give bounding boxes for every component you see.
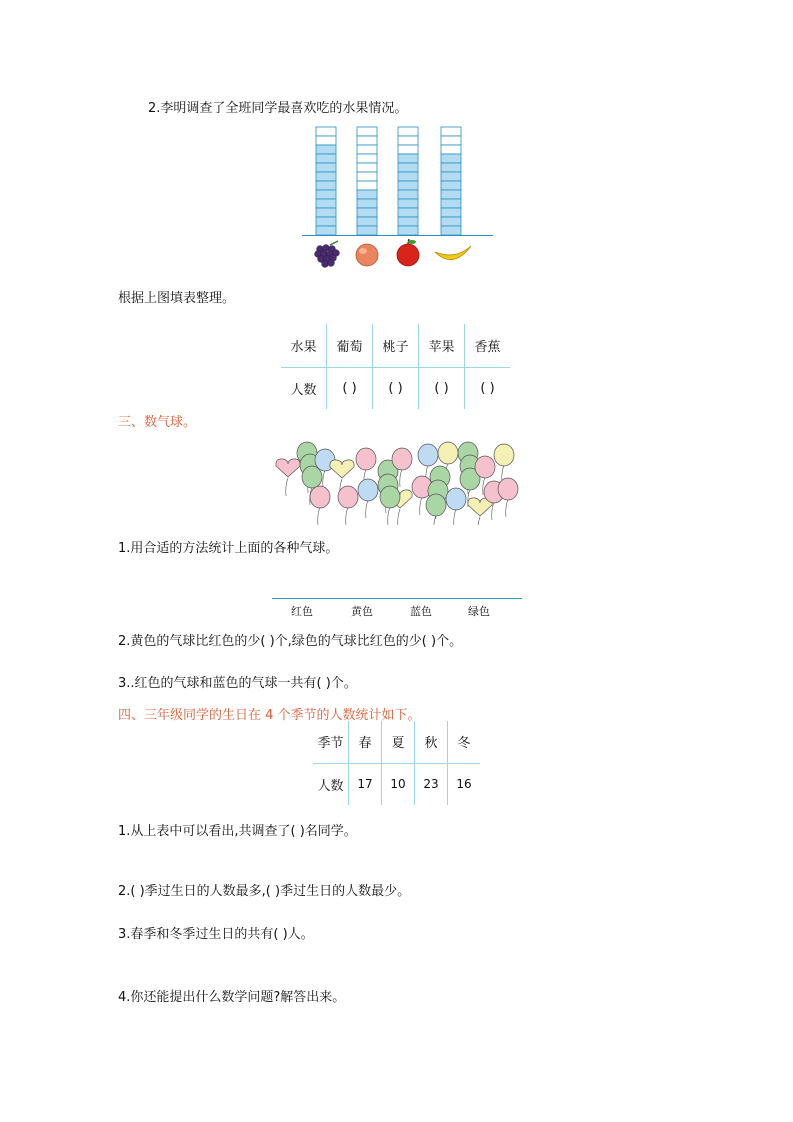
bar-cell-filled [441, 181, 461, 190]
s3-question-3: 3..红色的气球和蓝色的气球一共有( )个。 [118, 676, 357, 691]
bar-cell-empty [357, 181, 377, 190]
s4-question-2: 2.( )季过生日的人数最多,( )季过生日的人数最少。 [118, 884, 411, 899]
bar-cell-empty [357, 163, 377, 172]
bar-cell-filled [316, 208, 336, 217]
bar-cell-filled [398, 190, 418, 199]
bar-cell-empty [441, 127, 461, 136]
bar-cell-filled [398, 208, 418, 217]
red-balloon [276, 459, 300, 496]
bar-3 [398, 127, 418, 235]
bar-2 [357, 127, 377, 235]
yellow-balloon [468, 498, 492, 525]
fruit-table-header: 香蕉 [465, 324, 511, 367]
bar-cell-filled [398, 154, 418, 163]
red-balloon [338, 486, 358, 525]
bar-cell-filled [441, 190, 461, 199]
bar-cell-filled [316, 181, 336, 190]
fruit-table-header: 桃子 [373, 324, 419, 367]
fruit-answer-blank[interactable]: ( ) [373, 367, 419, 409]
apple-icon [397, 239, 419, 266]
bar-cell-filled [316, 226, 336, 235]
question-2-title: 2.李明调查了全班同学最喜欢吃的水果情况。 [148, 101, 408, 116]
bar-cell-filled [398, 181, 418, 190]
fruit-table [281, 324, 510, 409]
season-count: 17 [349, 763, 382, 805]
s4-question-4: 4.你还能提出什么数学问题?解答出来。 [118, 990, 346, 1005]
tally-line [272, 598, 522, 599]
bar-cell-empty [398, 127, 418, 136]
s3-question-1: 1.用合适的方法统计上面的各种气球。 [118, 541, 339, 556]
s4-question-1: 1.从上表中可以看出,共调查了( )名同学。 [118, 824, 357, 839]
bar-cell-filled [316, 163, 336, 172]
bar-cell-filled [357, 199, 377, 208]
bar-cell-filled [441, 217, 461, 226]
bar-cell-filled [316, 145, 336, 154]
bar-cell-filled [441, 226, 461, 235]
bar-cell-empty [357, 136, 377, 145]
season-table-header: 夏 [382, 721, 415, 763]
bar-cell-filled [441, 199, 461, 208]
bar-cell-empty [398, 136, 418, 145]
bar-cell-empty [357, 127, 377, 136]
tally-label-green: 绿色 [468, 605, 490, 618]
bar-1 [316, 127, 336, 235]
section-3-title: 三、数气球。 [118, 415, 197, 430]
fruit-answer-blank[interactable]: ( ) [419, 367, 465, 409]
season-count: 23 [415, 763, 448, 805]
bar-cell-filled [398, 199, 418, 208]
bar-cell-filled [441, 154, 461, 163]
bar-4 [441, 127, 461, 235]
fruit-table-header: 水果 [281, 324, 327, 367]
bar-cell-filled [441, 208, 461, 217]
bar-cell-filled [357, 208, 377, 217]
blue-balloon [446, 488, 466, 525]
bar-cell-filled [316, 154, 336, 163]
bar-cell-empty [357, 154, 377, 163]
bar-cell-empty [357, 172, 377, 181]
bar-cell-filled [398, 226, 418, 235]
season-table-header: 秋 [415, 721, 448, 763]
green-balloon [426, 494, 446, 525]
season-count: 16 [448, 763, 481, 805]
bar-cell-filled [357, 190, 377, 199]
bar-cell-empty [357, 145, 377, 154]
bar-cell-empty [316, 136, 336, 145]
grape-icon [315, 241, 340, 267]
tally-label-red: 红色 [291, 605, 313, 618]
bar-cell-filled [398, 217, 418, 226]
fruit-answer-blank[interactable]: ( ) [465, 367, 511, 409]
bar-cell-filled [398, 172, 418, 181]
bar-cell-empty [441, 136, 461, 145]
bar-cell-filled [357, 217, 377, 226]
section-4-title: 四、三年级同学的生日在 4 个季节的人数统计如下。 [118, 708, 421, 723]
season-table [313, 721, 480, 805]
bar-cell-filled [441, 172, 461, 181]
bar-cell-filled [441, 163, 461, 172]
red-balloon [310, 486, 330, 525]
season-table-header: 冬 [448, 721, 481, 763]
bar-cell-filled [357, 226, 377, 235]
blue-balloon [358, 479, 378, 518]
bar-cell-filled [316, 199, 336, 208]
peach-icon [356, 244, 378, 266]
season-count: 10 [382, 763, 415, 805]
tally-label-yellow: 黄色 [351, 605, 373, 618]
fruit-table-header: 苹果 [419, 324, 465, 367]
bar-cell-empty [441, 145, 461, 154]
s3-question-2: 2.黄色的气球比红色的少( )个,绿色的气球比红色的少( )个。 [118, 634, 463, 649]
s4-question-3: 3.春季和冬季过生日的共有( )人。 [118, 927, 314, 942]
bar-cell-filled [398, 163, 418, 172]
bar-cell-filled [316, 172, 336, 181]
season-table-header: 春 [349, 721, 382, 763]
fruit-answer-blank[interactable]: ( ) [327, 367, 373, 409]
fruit-table-header: 葡萄 [327, 324, 373, 367]
season-table-row-label: 人数 [313, 763, 349, 805]
yellow-balloon [494, 444, 514, 483]
balloons-illustration [270, 435, 530, 525]
bar-cell-filled [316, 190, 336, 199]
banana-icon [435, 246, 471, 260]
fill-table-prompt: 根据上图填表整理。 [118, 291, 236, 306]
bar-cell-empty [398, 145, 418, 154]
bar-cell-filled [316, 217, 336, 226]
tally-label-blue: 蓝色 [410, 605, 432, 618]
fruit-table-row-label: 人数 [281, 367, 327, 409]
bar-cell-empty [316, 127, 336, 136]
fruit-bar-chart [300, 120, 500, 280]
season-table-header: 季节 [313, 721, 349, 763]
